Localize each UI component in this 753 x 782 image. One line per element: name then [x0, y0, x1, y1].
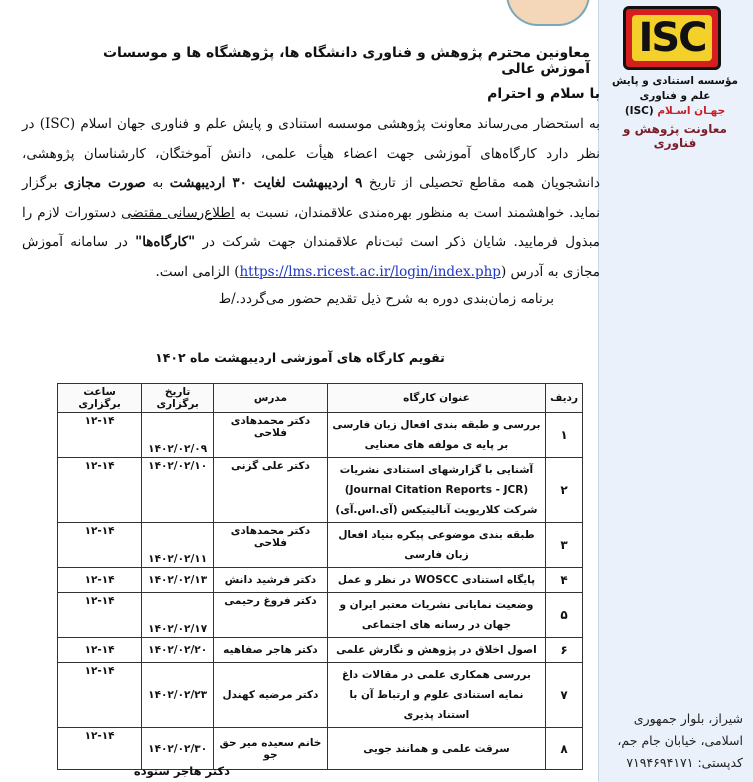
row-num: ۶	[546, 638, 583, 663]
schedule-note: برنامه زمان‌بندی دوره به شرح ذیل تقدیم حضور می‌گردد./ط	[218, 291, 554, 307]
row-time: ۱۲-۱۴	[58, 638, 142, 663]
table-row	[58, 663, 583, 728]
address-line1: شیراز، بلوار جمهوری	[633, 711, 743, 726]
row-teacher: دکتر محمدهادی فلاحی	[214, 413, 328, 458]
isc-logo-text: ISC	[638, 15, 706, 61]
row-num: ۸	[546, 728, 583, 770]
org-name-abbr: (ISC)	[624, 105, 654, 117]
row-teacher: دکتر فروغ رحیمی	[214, 593, 328, 638]
org-name-line2	[605, 104, 745, 119]
row-teacher: دکتر مرضیه کهندل	[214, 663, 328, 728]
row-title: وضعیت نمایانی نشریات معتبر ایران و جهان در رسانه های اجتماعی	[327, 593, 545, 638]
table-header-row	[58, 384, 583, 413]
table-row	[58, 523, 583, 568]
isc-logo-inner	[632, 15, 712, 61]
isc-logo	[623, 6, 721, 70]
recipient-heading: معاونین محترم پژوهش و فناوری دانشگاه ها، پژوهشگاه ها و موسسات آموزش عالی	[102, 45, 590, 77]
department-name: معاونت پژوهش و فناوری	[623, 122, 727, 150]
para-virtual: صورت مجازی	[63, 175, 146, 191]
header-title: عنوان کارگاه	[327, 384, 545, 413]
row-num: ۴	[546, 568, 583, 593]
row-num: ۵	[546, 593, 583, 638]
lms-link[interactable]: https://lms.ricest.ac.ir/login/index.php	[239, 263, 501, 280]
para-text-4: دستورات لازم را مبذول فرمایید. شایان ذکر است ثبت‌نام علاقمندان جهت شرکت در	[22, 204, 601, 250]
row-time: ۱۲-۱۴	[58, 728, 142, 770]
table-row	[58, 593, 583, 638]
row-title: پایگاه استنادی WOSCC در نظر و عمل	[327, 568, 545, 593]
row-title: طبقه بندی موضوعی پیکره بنیاد افعال زبان فارسی	[327, 523, 545, 568]
signature-name: دکتر هاجر ستوده	[133, 764, 230, 778]
row-teacher: خانم سعیده میر حق جو	[214, 728, 328, 770]
row-date: ۱۴۰۲/۰۲/۱۱	[142, 523, 214, 568]
row-title: بررسی همکاری علمی در مقالات داغ نمایه استنادی علوم و ارتباط آن با استناد پذیری	[327, 663, 545, 728]
row-date: ۱۴۰۲/۰۲/۲۳	[142, 663, 214, 728]
para-text-3: برگزار نماید. خواهشمند است به منظور بهره‌مندی علاقمندان، نسبت به	[22, 175, 600, 221]
org-name	[605, 74, 745, 119]
row-teacher: دکتر هاجر صفاهیه	[214, 638, 328, 663]
row-time: ۱۲-۱۴	[58, 523, 142, 568]
address-line2: اسلامی، خیابان جام جم،	[617, 733, 743, 748]
row-time: ۱۲-۱۴	[58, 663, 142, 728]
row-time: ۱۲-۱۴	[58, 458, 142, 523]
row-num: ۱	[546, 413, 583, 458]
row-num: ۳	[546, 523, 583, 568]
greeting: با سلام و احترام	[487, 86, 600, 102]
row-date: ۱۴۰۲/۰۲/۳۰	[142, 728, 214, 770]
row-title: بررسی و طبقه بندی افعال زبان فارسی بر پایه ی مولفه های معنایی	[327, 413, 545, 458]
header-teacher: مدرس	[214, 384, 328, 413]
row-teacher: دکتر علی گزنی	[214, 458, 328, 523]
row-num: ۷	[546, 663, 583, 728]
address-line3: کدپستی: ۷۱۹۴۶۹۴۱۷۱	[626, 755, 743, 770]
para-notice: اطلاع‌رسانی مقتضی	[121, 204, 235, 221]
emblem-decoration	[506, 0, 590, 26]
org-name-red: جهـان اسـلام	[657, 105, 726, 117]
row-title: اصول اخلاق در پژوهش و نگارش علمی	[327, 638, 545, 663]
table-row	[58, 638, 583, 663]
row-date: ۱۴۰۲/۰۲/۱۷	[142, 593, 214, 638]
row-time: ۱۲-۱۴	[58, 413, 142, 458]
row-time: ۱۲-۱۴	[58, 568, 142, 593]
para-workshops: "کارگاه‌ها"	[135, 234, 196, 250]
row-teacher: دکتر محمدهادی فلاحی	[214, 523, 328, 568]
table-row	[58, 458, 583, 523]
table-row	[58, 568, 583, 593]
row-date: ۱۴۰۲/۰۲/۱۳	[142, 568, 214, 593]
sidebar	[598, 0, 753, 782]
para-text-2: به	[145, 175, 170, 191]
row-teacher: دکتر فرشید دانش	[214, 568, 328, 593]
address	[603, 708, 743, 774]
row-date: ۱۴۰۲/۰۲/۱۰	[142, 458, 214, 523]
workshop-table	[57, 383, 583, 770]
row-time: ۱۲-۱۴	[58, 593, 142, 638]
table-row	[58, 413, 583, 458]
org-name-line1: مؤسسه استنادی و پایش علم و فناوری	[611, 75, 739, 102]
para-date-range: ۹ اردیبهشت لغایت ۳۰ اردیبهشت	[169, 175, 363, 191]
row-title: آشنایی با گزارشهای استنادی نشریات (Journal Citation Reports - JCR) شرکت کلاریویت آنالیتیکس (آی.اس.آی)	[327, 458, 545, 523]
header-num: ردیف	[546, 384, 583, 413]
row-title: سرقت علمی و همانند جویی	[327, 728, 545, 770]
letter-paragraph: به استحضار می‌رساند معاونت پژوهشی موسسه استنادی و پایش علم و فناوری جهان اسلام (ISC) در نظر دارد کارگاه‌های آموزشی جهت اعضاء هیأت علمی، دانش آموختگان، کارشناسان پژوهشی، دانشجویان همه مقاطع تحصیلی از تاریخ ۹ اردیبهشت لغایت ۳۰ اردیبهشت به صورت مجازی برگزار نماید. خواهشمند است به منظور بهره‌مندی علاقمندان، نسبت به اطلاع‌رسانی مقتضی دستورات لازم را مبذول فرمایید. شایان ذکر است ثبت‌نام علاقمندان جهت شرکت در "کارگاه‌ها" در سامانه آموزش مجازی به آدرس (https://lms.ricest.ac.ir/login/index.php) الزامی است.	[22, 116, 601, 280]
row-num: ۲	[546, 458, 583, 523]
header-time: ساعت برگزاری	[58, 384, 142, 413]
para-text-6: الزامی است.	[155, 263, 235, 280]
row-date: ۱۴۰۲/۰۲/۲۰	[142, 638, 214, 663]
para-text-1: به استحضار می‌رساند معاونت پژوهشی موسسه استنادی و پایش علم و فناوری جهان اسلام (ISC) در نظر دارد کارگاه‌های آموزشی جهت اعضاء هیأت علمی، دانش آموختگان، کارشناسان پژوهشی، دانشجویان همه مقاطع تحصیلی از تاریخ	[22, 116, 601, 191]
para-text-5: در سامانه آموزش مجازی به آدرس	[22, 234, 600, 280]
row-date: ۱۴۰۲/۰۲/۰۹	[142, 413, 214, 458]
header-date: تاریخ برگزاری	[142, 384, 214, 413]
table-title: تقویم کارگاه های آموزشی اردیبهشت ماه ۱۴۰۲	[155, 350, 445, 365]
